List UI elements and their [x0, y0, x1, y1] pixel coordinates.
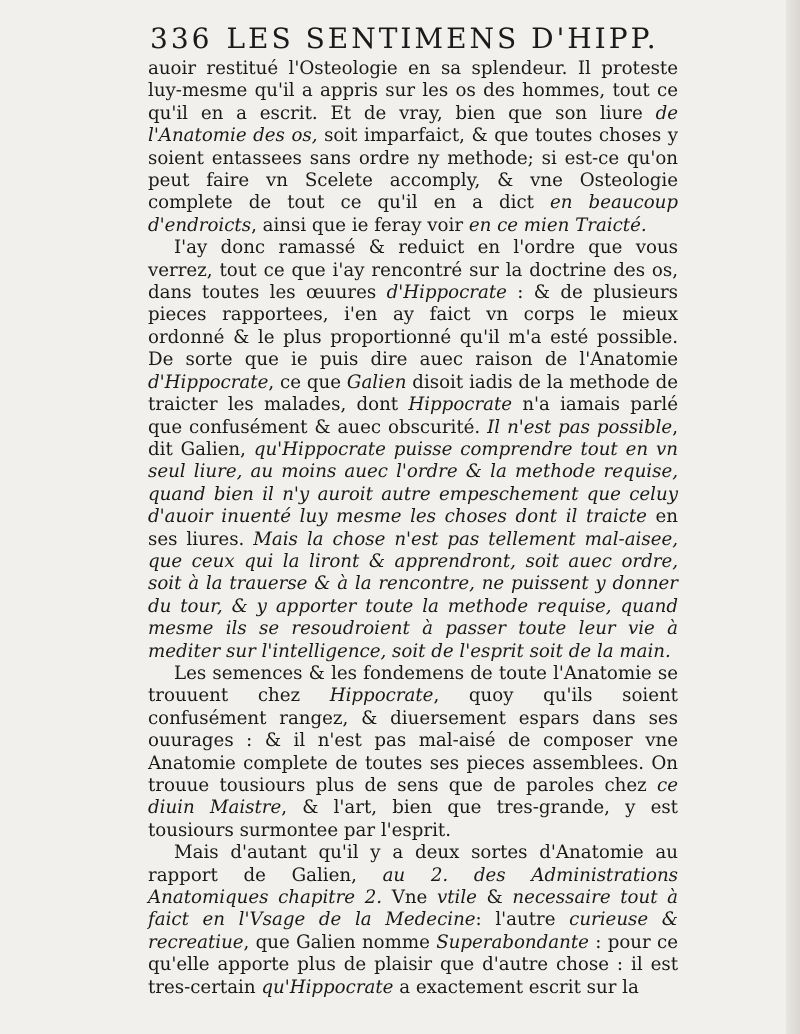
- text-run: Mais d'autant qu'il y a deux sortes d'Anatomie au rapport de Galien,: [148, 842, 678, 886]
- italic-text-run: d'Hippocrate: [148, 371, 269, 393]
- italic-text-run: en ce mien Traicté.: [468, 214, 647, 236]
- running-title: LES SENTIMENS D'HIPP.: [226, 22, 659, 55]
- italic-text-run: qu'Hippocrate puisse comprendre tout en vn seul liure, au moins auec l'ordre & la methode requise, quand bien il n'y auroit autre empeschement que celuy d'auoir inuenté luy mesme les choses dont il traicte: [148, 438, 678, 528]
- text-run: auoir restitué l'Osteologie en sa splendeur. Il proteste luy-mesme qu'il a appris sur les os des hommes, tout ce qu'il en a escrit. Et de vray, bien que son liure: [148, 58, 678, 124]
- text-run: , ainsi que ie feray voir: [251, 214, 469, 236]
- italic-text-run: Hippocrate: [408, 394, 513, 416]
- italic-text-run: au 2. des Administrations Anatomiques chapitre 2.: [148, 864, 678, 909]
- text-run: en ses liures.: [148, 506, 678, 550]
- text-run: , & l'art, bien que tres-grande, y est tousiours surmontee par l'esprit.: [148, 797, 678, 841]
- text-run: soit imparfaict, & que toutes choses y soient entassees sans ordre ny methode; si est-ce qu'on peut faire vn Scelete accomply, & vne Osteologie complete de tout ce qu'il en a dict: [148, 125, 678, 214]
- text-run: : pour ce qu'elle apporte plus de plaisir que d'autre chose : il est tres-certain: [148, 931, 678, 998]
- text-run: &: [476, 887, 513, 909]
- text-run: , ce que: [268, 371, 347, 393]
- paragraph-3: [148, 663, 678, 842]
- paragraph-2: [148, 237, 678, 663]
- text-run: , dit Galien,: [148, 416, 678, 460]
- italic-text-run: ce diuin Maistre: [148, 775, 678, 819]
- page-edge: [786, 0, 800, 1034]
- italic-text-run: Il n'est pas possible: [487, 416, 673, 438]
- italic-text-run: curieuse & recreatiue: [148, 909, 678, 953]
- page-number: 336: [150, 22, 213, 55]
- paragraph-1: [148, 58, 678, 237]
- text-run: Vne: [391, 887, 437, 909]
- text-run: : & de plusieurs pieces rapportees, i'en ay faict vn corps le mieux ordonné & le plus proportionné qu'il m'a esté possible. De sorte que ie puis dire auec raison de l'Anatomie: [148, 282, 678, 371]
- text-run: I'ay donc ramassé & reduict en l'ordre que vous verrez, tout ce que i'ay rencontré sur la doctrine des os, dans toutes les œuures: [148, 237, 678, 304]
- italic-text-run: de l'Anatomie des os,: [148, 102, 678, 147]
- text-run: disoit iadis de la methode de traicter les malades, dont: [148, 371, 678, 416]
- italic-text-run: d'Hippocrate: [386, 282, 507, 304]
- text-run: a exactement escrit sur la: [393, 976, 639, 998]
- body-text: [148, 58, 678, 999]
- italic-text-run: en beaucoup d'endroicts: [148, 192, 679, 236]
- text-run: n'a iamais parlé que confusément & auec obscurité.: [148, 394, 678, 438]
- paragraph-4: [148, 842, 678, 999]
- italic-text-run: Hippocrate: [329, 685, 434, 707]
- italic-text-run: qu'Hippocrate: [261, 976, 394, 998]
- text-run: , quoy qu'ils soient confusément rangez, & diuersement espars dans ses ouurages : & il n'est pas mal-aisé de composer vne Anatomie complete de toutes ses pieces assemblees. On trouue tousiours plus de sens que de paroles chez: [148, 685, 678, 796]
- running-header: [150, 22, 670, 58]
- text-run: Les semences & les fondemens de toute l'Anatomie se trouuent chez: [148, 662, 678, 707]
- text-run: , que Galien nomme: [243, 931, 437, 953]
- italic-text-run: necessaire tout à faict en l'Vsage de la Medecine: [148, 887, 678, 931]
- italic-text-run: vtile: [436, 887, 477, 909]
- italic-text-run: Galien: [346, 371, 407, 393]
- italic-text-run: Superabondante: [436, 931, 589, 953]
- text-run: : l'autre: [475, 909, 570, 931]
- italic-text-run: Mais la chose n'est pas tellement mal-aisee, que ceux qui la liront & apprendront, soit auec ordre, soit à la trauerse & à la rencontre, ne puissent y donner du tour, & y apporter toute la methode requise, quand mesme ils se resoudroient à passer toute leur vie à mediter sur l'intelligence, soit de l'esprit soit de la main.: [148, 528, 678, 662]
